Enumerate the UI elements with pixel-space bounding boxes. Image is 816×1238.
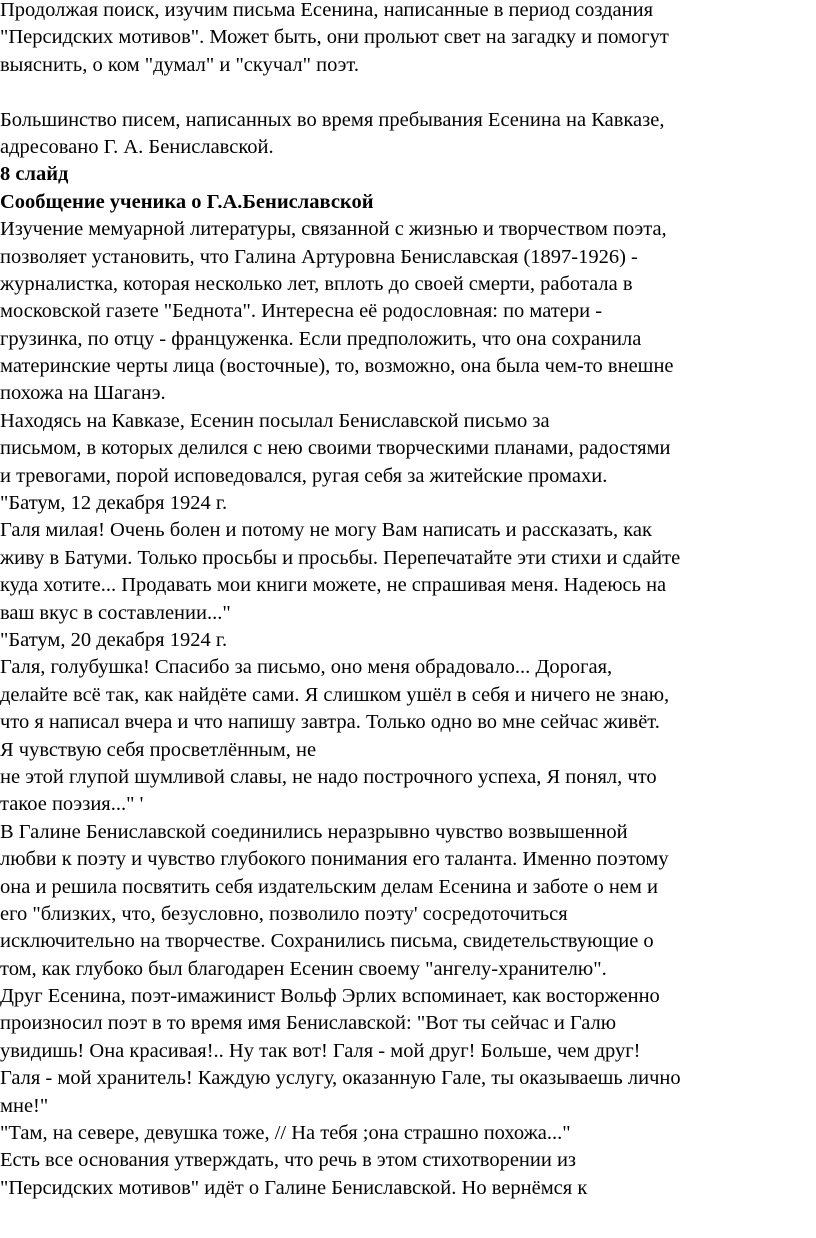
section-heading: Сообщение ученика о Г.А.Бениславской [0,190,374,213]
text-line: мне!" [0,1094,49,1117]
text-line: она и решила посвятить себя издательским делам Есенина и заботе о нем и [0,875,658,898]
text-line: выяснить, о ком "думал" и "скучал" поэт. [0,53,359,76]
text-line: исключительно на творчестве. Сохранились письма, свидетельствующие о [0,930,654,953]
text-line: делайте всё так, как найдёте сами. Я слишком ушёл в себя и ничего не знаю, [0,683,670,706]
text-line: ваш вкус в составлении..." [0,601,231,624]
text-line: любви к поэту и чувство глубокого понимания его таланта. Именно поэтому [0,848,669,871]
text-line: "Персидских мотивов". Может быть, они прольют свет на загадку и помогут [0,26,669,49]
text-line: похожа на Шаганэ. [0,382,166,405]
text-line: куда хотите... Продавать мои книги можете, не спрашивая меня. Надеюсь на [0,574,667,597]
text-line: Друг Есенина, поэт-имажинист Вольф Эрлих вспоминает, как восторженно [0,985,660,1008]
intro-paragraph [0,0,816,79]
text-line: том, как глубоко был благодарен Есенин своему "ангелу-хранителю". [0,957,607,980]
text-line: "Персидских мотивов" идёт о Галине Бениславской. Но вернёмся к [0,1176,588,1199]
poem-quote: "Там, на севере, девушка тоже, // На тебя ;она страшно похожа..." [0,1122,571,1145]
text-line: журналистка, которая несколько лет, вплоть до своей смерти, работала в [0,272,633,295]
text-line: Есть все основания утверждать, что речь в этом стихотворении из [0,1149,577,1172]
slide-label: 8 слайд [0,163,69,186]
text-line: Галя - мой хранитель! Каждую услугу, оказанную Гале, ты оказываешь лично [0,1067,681,1090]
text-line: московской газете "Беднота". Интересна её родословная: по матери - [0,300,603,323]
text-line: грузинка, по отцу - француженка. Если предположить, что она сохранила [0,327,642,350]
text-line: Изучение мемуарной литературы, связанной с жизнью и творчеством поэта, [0,218,667,241]
text-line: не этой глупой шумливой славы, не надо построчного успеха, Я понял, что [0,765,657,788]
text-line: живу в Батуми. Только просьбы и просьбы. Перепечатайте эти стихи и сдайте [0,546,681,569]
letter-date: "Батум, 20 декабря 1924 г. [0,628,228,651]
letters-intro-paragraph [0,107,816,162]
text-line: произносил поэт в то время имя Бениславской: "Вот ты сейчас и Галю [0,1012,617,1035]
text-line: Продолжая поиск, изучим письма Есенина, написанные в период создания [0,0,654,21]
text-line: материнские черты лица (восточные), то, возможно, она была чем-то внешне [0,355,674,378]
text-line: что я написал вчера и что напишу завтра. Только одно во мне сейчас живёт. [0,711,660,734]
text-line: В Галине Бениславской соединились неразрывно чувство возвышенной [0,820,628,843]
text-line: позволяет установить, что Галина Артуровна Бениславская (1897-1926) - [0,245,638,268]
body-text [0,216,816,1202]
text-line: письмом, в которых делился с нею своими творческими планами, радостями [0,437,671,460]
text-line: такое поэзия..." ' [0,793,144,816]
text-line: Галя, голубушка! Спасибо за письмо, оно меня обрадовало... Дорогая, [0,656,613,679]
letter-date: "Батум, 12 декабря 1924 г. [0,492,228,515]
text-line: адресовано Г. А. Бениславской. [0,135,274,158]
text-line: Галя милая! Очень болен и потому не могу Вам написать и рассказать, как [0,519,652,542]
text-line: увидишь! Она красивая!.. Ну так вот! Галя - мой друг! Больше, чем друг! [0,1039,641,1062]
text-line: Я чувствую себя просветлённым, не [0,738,317,761]
text-line: его "близких, что, безусловно, позволило поэту' сосредоточиться [0,902,568,925]
paragraph-spacer [0,79,816,106]
text-line: Находясь на Кавказе, Есенин посылал Бениславской письмо за [0,409,550,432]
text-line: и тревогами, порой исповедовался, ругая себя за житейские промахи. [0,464,608,487]
text-line: Большинство писем, написанных во время пребывания Есенина на Кавказе, [0,108,665,131]
